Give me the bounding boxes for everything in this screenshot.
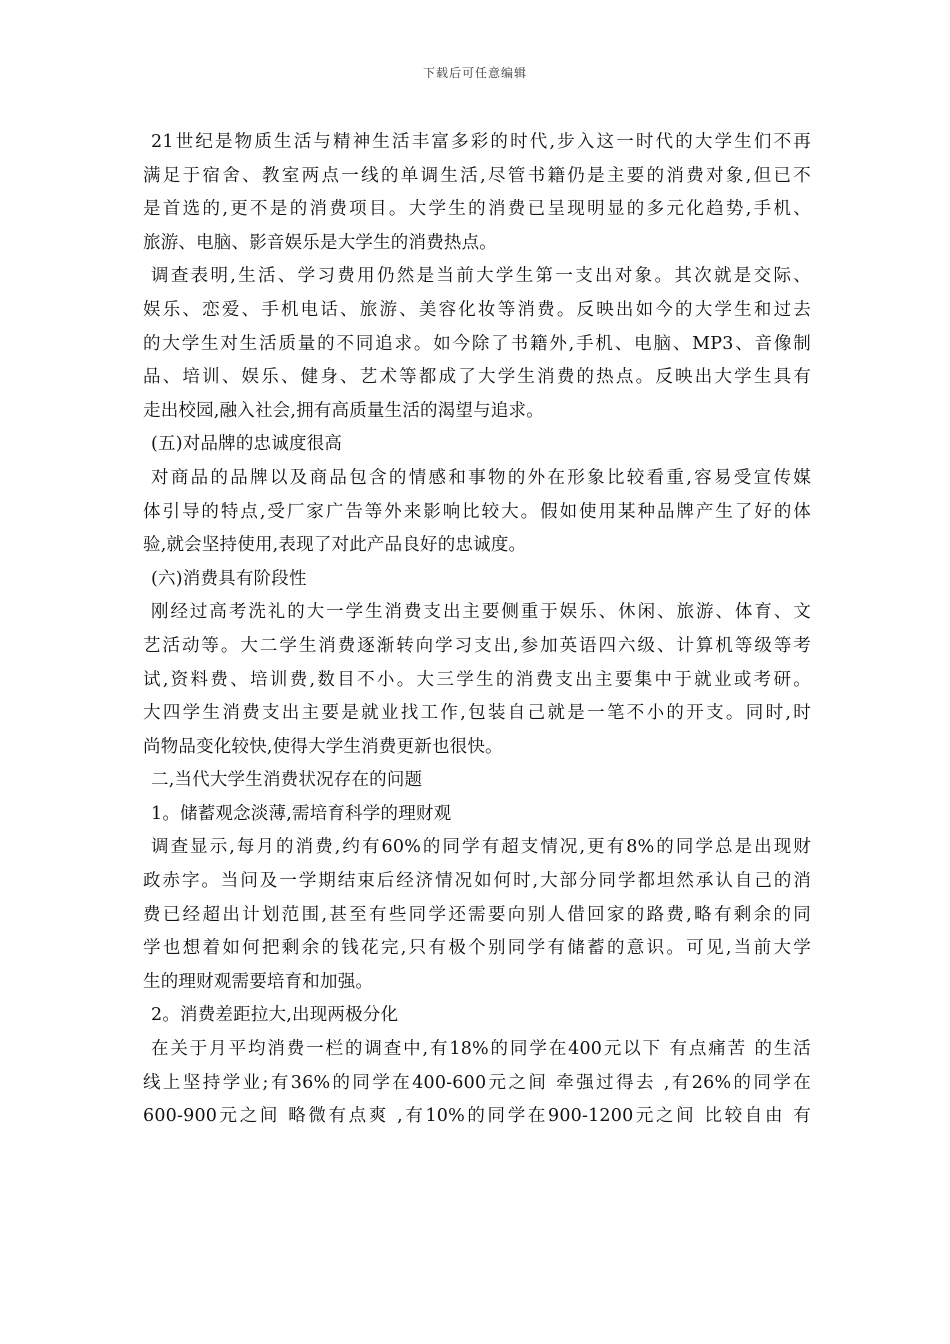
text-line: 走出校园,融入社会,拥有高质量生活的渴望与追求。 xyxy=(143,400,544,421)
text-line: 体引导的特点,受厂家广告等外来影响比较大。假如使用某种品牌产生了好的体 xyxy=(143,501,811,522)
text-line: 品、培训、娱乐、健身、艺术等都成了大学生消费的热点。反映出大学生具有 xyxy=(143,367,811,388)
text-line: 验,就会坚持使用,表现了对此产品良好的忠诚度。 xyxy=(143,535,527,556)
text-line: 调查表明,生活、学习费用仍然是当前大学生第一支出对象。其次就是交际、 xyxy=(151,266,811,287)
text-line: (六)消费具有阶段性 xyxy=(151,568,307,589)
text-line: 的大学生对生活质量的不同追求。如今除了书籍外,手机、电脑、MP3、音像制 xyxy=(143,333,811,354)
text-line: 试,资料费、培训费,数目不小。大三学生的消费支出主要集中于就业或考研。 xyxy=(143,669,811,690)
text-line: 二,当代大学生消费状况存在的问题 xyxy=(151,770,423,791)
text-line: 线上坚持学业;有36%的同学在400-600元之间 牵强过得去 ,有26%的同学在 xyxy=(143,1072,811,1093)
text-line: 2。消费差距拉大,出现两极分化 xyxy=(151,1005,399,1026)
document-body xyxy=(143,126,811,1134)
text-line: 政赤字。当问及一学期结束后经济情况如何时,大部分同学都坦然承认自己的消 xyxy=(143,871,811,892)
text-line: 调查显示,每月的消费,约有60%的同学有超支情况,更有8%的同学总是出现财 xyxy=(151,837,811,858)
page-header: 下载后可任意编辑 xyxy=(422,66,527,80)
text-line: 大四学生消费支出主要是就业找工作,包装自己就是一笔不小的开支。同时,时 xyxy=(143,703,811,724)
text-line: 21世纪是物质生活与精神生活丰富多彩的时代,步入这一时代的大学生们不再 xyxy=(151,132,811,152)
text-line: 在关于月平均消费一栏的调查中,有18%的同学在400元以下 有点痛苦 的生活 xyxy=(151,1039,811,1060)
text-line: 1。储蓄观念淡薄,需培育科学的理财观 xyxy=(151,803,452,824)
text-line: 娱乐、恋爱、手机电话、旅游、美容化妆等消费。反映出如今的大学生和过去 xyxy=(143,299,811,320)
text-line: 艺活动等。大二学生消费逐渐转向学习支出,参加英语四六级、计算机等级等考 xyxy=(143,635,811,656)
text-line: 学也想着如何把剩余的钱花完,只有极个别同学有储蓄的意识。可见,当前大学 xyxy=(143,938,811,959)
text-line: 刚经过高考洗礼的大一学生消费支出主要侧重于娱乐、休闲、旅游、体育、文 xyxy=(151,602,811,623)
text-line: 满足于宿舍、教室两点一线的单调生活,尽管书籍仍是主要的消费对象,但已不 xyxy=(143,165,811,186)
text-line: 费已经超出计划范围,甚至有些同学还需要向别人借回家的路费,略有剩余的同 xyxy=(143,904,811,925)
text-line: (五)对品牌的忠诚度很高 xyxy=(151,434,343,455)
text-line: 尚物品变化较快,使得大学生消费更新也很快。 xyxy=(143,736,503,757)
text-line: 对商品的品牌以及商品包含的情感和事物的外在形象比较看重,容易受宣传媒 xyxy=(151,467,811,488)
text-line: 是首选的,更不是的消费项目。大学生的消费已呈现明显的多元化趋势,手机、 xyxy=(143,199,811,220)
text-line: 生的理财观需要培育和加强。 xyxy=(143,971,374,992)
text-line: 旅游、电脑、影音娱乐是大学生的消费热点。 xyxy=(143,232,497,253)
text-line: 600-900元之间 略微有点爽 ,有10%的同学在900-1200元之间 比较自由 有 xyxy=(143,1106,811,1127)
